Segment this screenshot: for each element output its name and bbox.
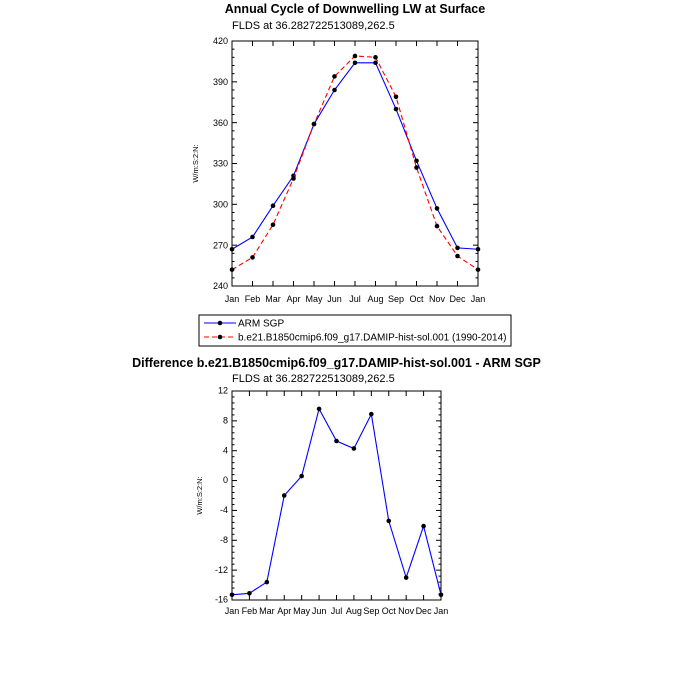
y-axis-label: W/m:S:2:N:: [191, 144, 200, 183]
x-tick-label: Nov: [428, 294, 446, 304]
x-tick-label: Jun: [327, 294, 342, 304]
x-tick-label: Jan: [433, 606, 449, 616]
x-tick-label: Jan: [224, 606, 240, 616]
data-point: [394, 95, 399, 100]
x-tick-label: Jan: [470, 294, 486, 304]
data-point: [230, 267, 235, 272]
data-point: [247, 591, 252, 596]
y-tick-label: 240: [212, 281, 228, 292]
data-point: [421, 524, 426, 529]
data-point: [271, 222, 276, 227]
y-tick-label: 12: [217, 385, 228, 396]
data-point: [353, 60, 358, 65]
legend-label: b.e21.B1850cmip6.f09_g17.DAMIP-hist-sol.001 (1990-2014): [238, 332, 507, 344]
y-tick-label: 300: [212, 199, 228, 210]
data-point: [394, 107, 399, 112]
x-tick-label: Jun: [311, 606, 327, 616]
y-axis-label: W/m:S:2:N:: [195, 476, 204, 515]
x-tick-label: Dec: [449, 294, 466, 304]
x-tick-label: Sep: [387, 294, 405, 304]
data-point: [373, 55, 378, 60]
y-tick-label: 420: [212, 36, 228, 47]
y-tick-label: -12: [214, 564, 228, 575]
data-point: [386, 519, 391, 524]
x-tick-label: Oct: [381, 606, 396, 616]
y-tick-label: 270: [212, 240, 228, 251]
data-point: [230, 247, 235, 252]
chart-title: Difference b.e21.B1850cmip6.f09_g17.DAMIP-hist-sol.001 - ARM SGP: [132, 356, 541, 370]
data-point: [271, 203, 276, 208]
x-tick-label: Feb: [241, 606, 258, 616]
x-tick-label: May: [305, 294, 323, 304]
y-tick-label: 8: [222, 415, 228, 426]
x-tick-label: Mar: [265, 294, 281, 304]
x-tick-label: Apr: [286, 294, 301, 304]
x-tick-label: May: [293, 606, 311, 616]
data-point: [455, 246, 460, 251]
x-tick-label: Aug: [345, 606, 362, 616]
chart-title: Annual Cycle of Downwelling LW at Surface: [224, 2, 486, 16]
series-line-2: [232, 56, 478, 270]
data-point: [265, 580, 270, 585]
legend-label: ARM SGP: [238, 318, 285, 330]
x-tick-label: Feb: [244, 294, 261, 304]
y-tick-label: 360: [212, 117, 228, 128]
data-point: [476, 267, 481, 272]
data-point: [369, 412, 374, 417]
y-tick-label: -16: [214, 594, 228, 605]
data-point: [353, 54, 358, 59]
x-tick-label: Dec: [415, 606, 432, 616]
y-tick-label: 390: [212, 76, 228, 87]
data-point: [312, 122, 317, 127]
x-tick-label: Jan: [224, 294, 240, 304]
chart-subtitle: FLDS at 36.282722513089,262.5: [232, 20, 395, 32]
x-tick-label: Mar: [259, 606, 275, 616]
data-point: [332, 88, 337, 93]
data-point: [282, 493, 287, 498]
chart-legend: [199, 315, 511, 346]
x-tick-label: Aug: [367, 294, 384, 304]
data-point: [250, 255, 255, 260]
x-tick-label: Jul: [349, 294, 361, 304]
chart-2: [132, 356, 541, 616]
series-line-1: [232, 63, 478, 249]
chart-1: [191, 2, 511, 346]
series-line-1: [232, 409, 441, 595]
x-tick-label: Jul: [330, 606, 343, 616]
x-tick-label: Sep: [363, 606, 380, 616]
y-tick-label: 4: [222, 445, 228, 456]
data-point: [404, 575, 409, 580]
x-tick-label: Apr: [277, 606, 292, 616]
x-tick-label: Oct: [409, 294, 424, 304]
data-point: [299, 474, 304, 479]
y-tick-label: 0: [222, 475, 228, 486]
data-point: [439, 592, 444, 597]
chart-subtitle: FLDS at 36.282722513089,262.5: [232, 373, 395, 385]
y-tick-label: -4: [219, 505, 228, 516]
plot-frame: [232, 41, 478, 286]
data-point: [435, 206, 440, 211]
data-point: [352, 446, 357, 451]
data-point: [476, 247, 481, 252]
data-point: [332, 74, 337, 79]
data-point: [334, 439, 339, 444]
data-point: [455, 254, 460, 259]
data-point: [414, 165, 419, 170]
data-point: [317, 407, 322, 412]
y-tick-label: 330: [212, 158, 228, 169]
x-tick-label: Nov: [398, 606, 415, 616]
data-point: [230, 592, 235, 597]
legend-marker: [218, 321, 223, 326]
y-tick-label: -8: [219, 534, 228, 545]
legend-marker: [218, 335, 223, 340]
data-point: [250, 235, 255, 240]
data-point: [435, 224, 440, 229]
data-point: [291, 176, 296, 181]
